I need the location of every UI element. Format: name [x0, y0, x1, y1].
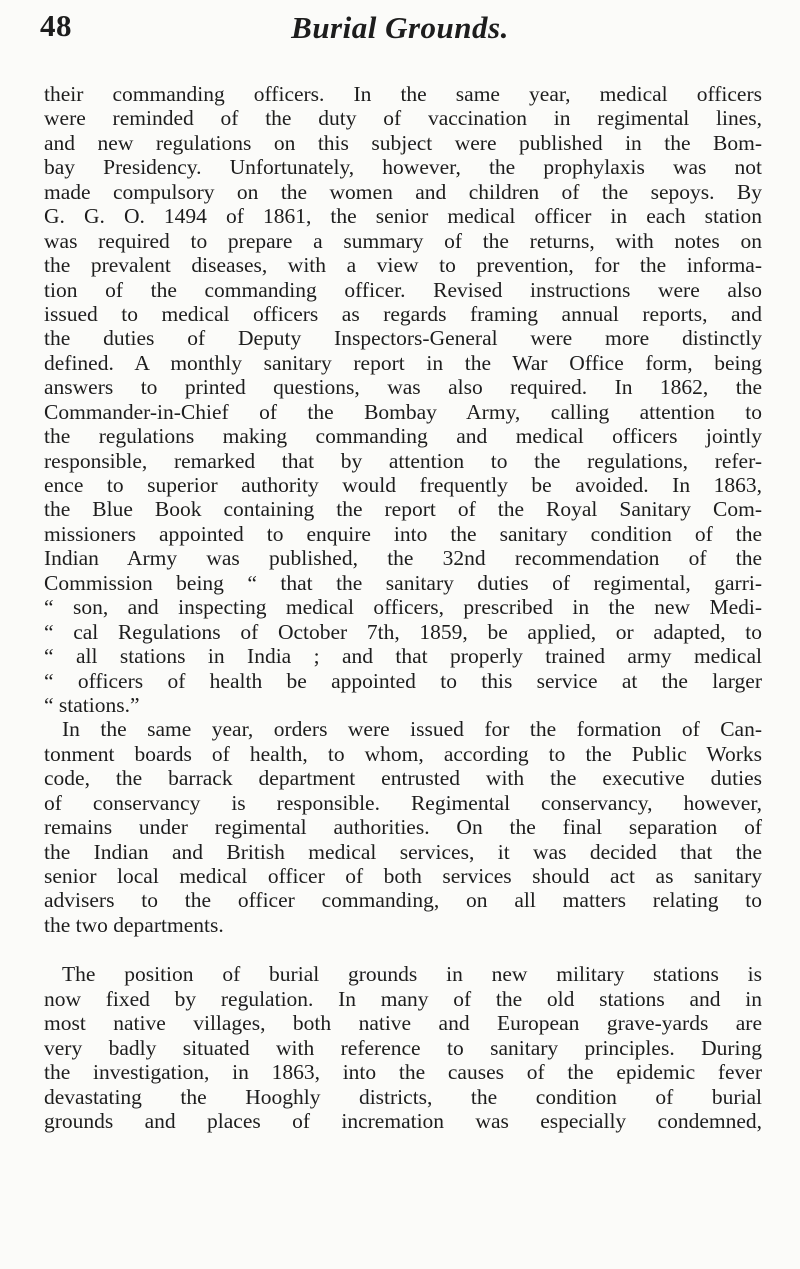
text-line: Commission being “ that the sanitary duties of regimental, garri- [44, 570, 762, 595]
text-line: the Indian and British medical services, it was decided that the [44, 839, 762, 864]
page-number: 48 [40, 8, 72, 43]
text-line: were reminded of the duty of vaccination in regimental lines, [44, 106, 762, 131]
text-line: grounds and places of incremation was especially condemned, [44, 1108, 762, 1133]
text-line: the prevalent diseases, with a view to prevention, for the informa- [44, 253, 762, 278]
text-line: remains under regimental authorities. On the final separation of [44, 815, 762, 840]
text-line: The position of burial grounds in new military stations is [62, 962, 762, 987]
text-line: now fixed by regulation. In many of the old stations and in [44, 986, 762, 1011]
text-line: was required to prepare a summary of the returns, with notes on [44, 228, 762, 253]
running-head: Burial Grounds. [291, 10, 509, 45]
text-line: advisers to the officer commanding, on all matters relating to [44, 888, 762, 913]
text-line: code, the barrack department entrusted with the executive duties [44, 766, 762, 791]
text-line: the duties of Deputy Inspectors-General were more distinctly [44, 326, 762, 351]
text-line: the two departments. [44, 912, 224, 937]
text-line: the regulations making commanding and medical officers jointly [44, 424, 762, 449]
paragraph-spacer [44, 937, 762, 962]
text-line: the Blue Book containing the report of the Royal Sanitary Com- [44, 497, 762, 522]
text-line: “ son, and inspecting medical officers, prescribed in the new Medi- [44, 595, 762, 620]
text-line: G. G. O. 1494 of 1861, the senior medical officer in each station [44, 204, 762, 229]
text-line: the investigation, in 1863, into the causes of the epidemic fever [44, 1060, 762, 1085]
text-line: most native villages, both native and European grave-yards are [44, 1011, 762, 1036]
text-line: “ cal Regulations of October 7th, 1859, be applied, or adapted, to [44, 619, 762, 644]
text-line: defined. A monthly sanitary report in the War Office form, being [44, 350, 762, 375]
text-line: In the same year, orders were issued for the formation of Can- [62, 717, 762, 742]
text-line: answers to printed questions, was also required. In 1862, the [44, 375, 762, 400]
text-line: “ all stations in India ; and that properly trained army medical [44, 644, 762, 669]
text-line: Commander-in-Chief of the Bombay Army, calling attention to [44, 399, 762, 424]
text-line: Indian Army was published, the 32nd recommendation of the [44, 546, 762, 571]
text-line: bay Presidency. Unfortunately, however, the prophylaxis was not [44, 155, 762, 180]
text-line: devastating the Hooghly districts, the condition of burial [44, 1084, 762, 1109]
text-line: of conservancy is responsible. Regimental conservancy, however, [44, 790, 762, 815]
text-line: their commanding officers. In the same year, medical officers [44, 82, 762, 106]
paragraph [44, 962, 762, 1133]
text-line: made compulsory on the women and children of the sepoys. By [44, 179, 762, 204]
text-line: “ stations.” [44, 692, 140, 717]
text-line: missioners appointed to enquire into the sanitary condition of the [44, 521, 762, 546]
text-line: ence to superior authority would frequently be avoided. In 1863, [44, 473, 762, 497]
text-line: tion of the commanding officer. Revised instructions were also [44, 277, 762, 302]
body-text [44, 82, 762, 1133]
paragraph [44, 717, 762, 937]
text-line: issued to medical officers as regards framing annual reports, and [44, 301, 762, 326]
text-line: “ officers of health be appointed to this service at the larger [44, 668, 762, 693]
text-line: very badly situated with reference to sanitary principles. During [44, 1035, 762, 1060]
text-line: responsible, remarked that by attention to the regulations, refer- [44, 448, 762, 473]
text-line: tonment boards of health, to whom, according to the Public Works [44, 741, 762, 766]
text-line: senior local medical officer of both services should act as sanitary [44, 864, 762, 888]
text-line: and new regulations on this subject were published in the Bom- [44, 130, 762, 155]
paragraph [44, 82, 762, 717]
